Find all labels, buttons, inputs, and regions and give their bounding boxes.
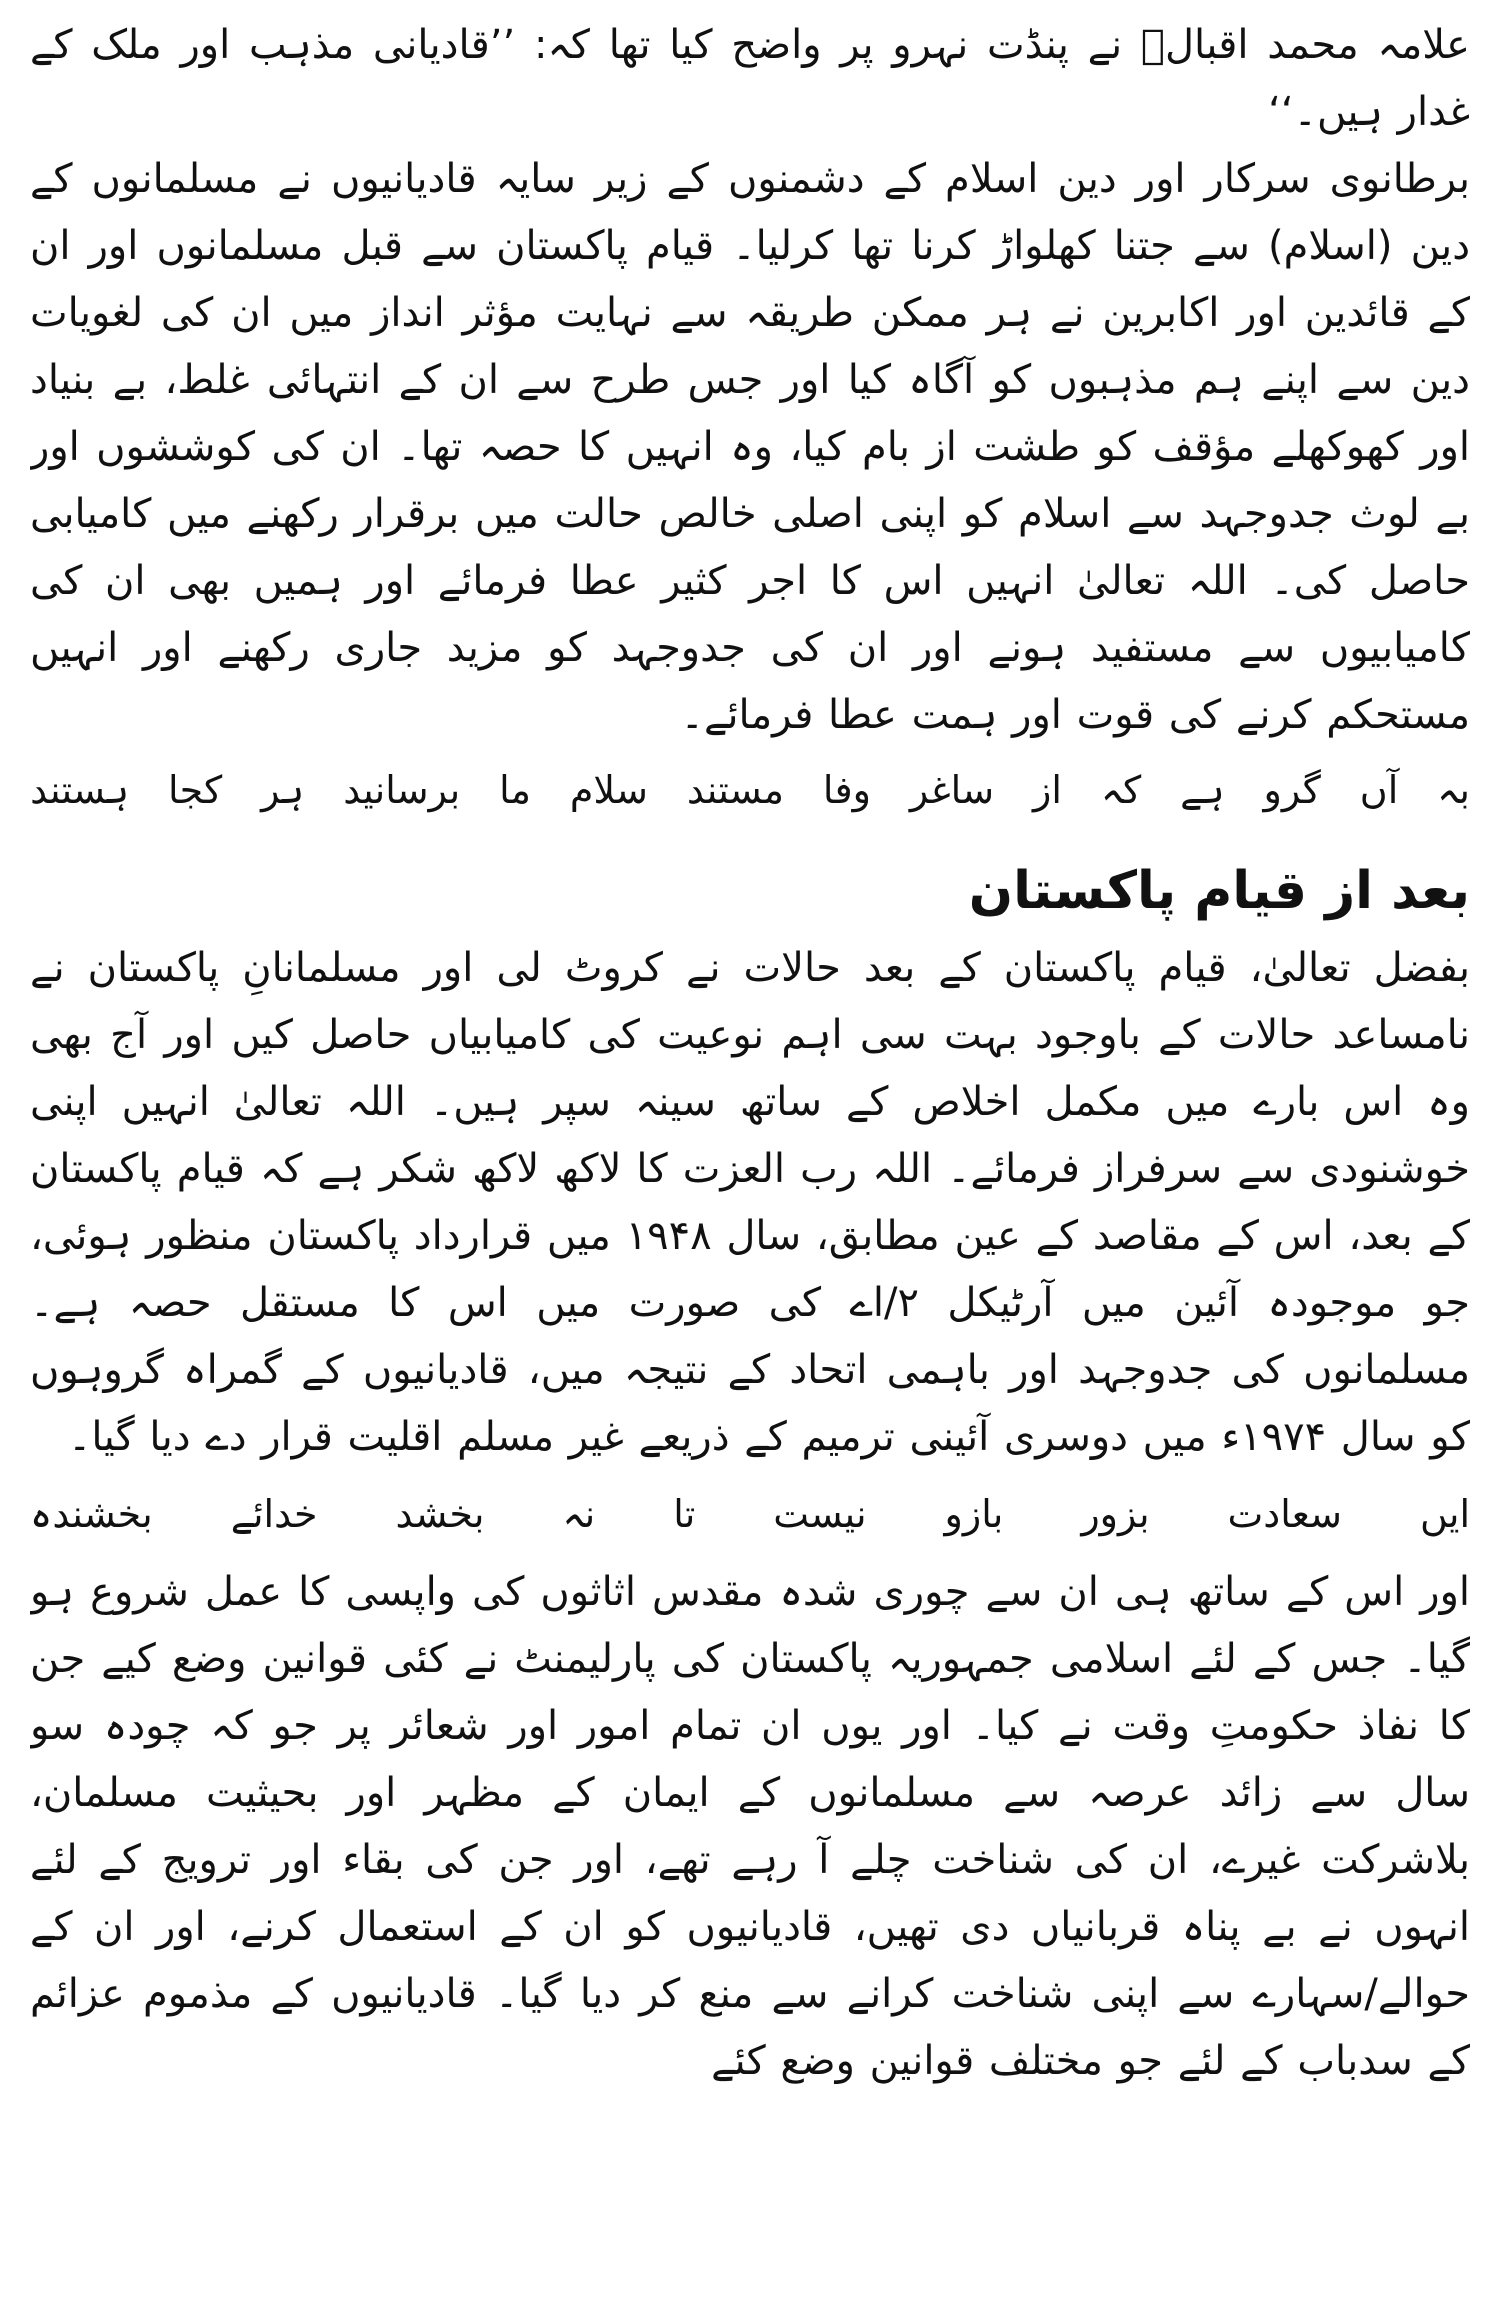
verse-word: سلام — [569, 768, 648, 812]
verse-word: بخشد — [395, 1492, 485, 1536]
verse-word: نیست — [773, 1492, 867, 1536]
verse-word: ایں — [1419, 1492, 1470, 1536]
verse-word: خدائے — [230, 1492, 318, 1536]
paragraph-post-partition: بفضل تعالیٰ، قیام پاکستان کے بعد حالات نے کروٹ لی اور مسلمانانِ پاکستان نے نامساعد حالات کے باوجود بہت سی اہم نوعیت کی کامیابیاں حاصل کیں اور آج بھی وہ اس بارے میں مکمل اخلاص کے ساتھ سینہ سپر ہیں۔ اللہ تعالیٰ انہیں اپنی خوشنودی سے سرفراز فرمائے۔ اللہ رب العزت کا لاکھ لاکھ شکر ہے کہ قیام پاکستان کے بعد، اس کے مقاصد کے عین مطابق، سال ۱۹۴۸ میں قرارداد پاکستان منظور ہوئی، جو موجودہ آئین میں آرٹیکل ۲/اے کی صورت میں اس کا مستقل حصہ ہے۔ مسلمانوں کی جدوجہد اور باہمی اتحاد کے نتیجہ میں، قادیانیوں کے گمراہ گروہوں کو سال ۱۹۷۴ء میں دوسری آئینی ترمیم کے ذریعے غیر مسلم اقلیت قرار دے دیا گیا۔ — [30, 945, 1470, 1460]
verse-word: نہ — [562, 1492, 596, 1536]
verse-word: سعادت — [1227, 1492, 1342, 1536]
section-heading: بعد از قیام پاکستان — [968, 861, 1470, 921]
verse-word: کہ — [1100, 768, 1142, 812]
verse-word: بہ — [1437, 768, 1470, 812]
verse-word: از — [1033, 768, 1062, 812]
persian-verse-1 — [30, 757, 1470, 823]
verse-word: گرو — [1263, 768, 1321, 812]
verse-word: برسانید — [343, 768, 461, 812]
verse-word: بزور — [1081, 1492, 1150, 1536]
paragraph-iqbal-quote: علامہ محمد اقبالؒ نے پنڈت نہرو پر واضح کیا تھا کہ: ’’قادیانی مذہب اور ملک کے غدار ہیں۔‘‘ — [30, 22, 1470, 135]
verse-word: بازو — [944, 1492, 1004, 1536]
verse-word: ہر — [261, 768, 305, 812]
verse-word: بخشندہ — [30, 1492, 153, 1536]
document-page — [30, 12, 1470, 2288]
verse-word: ما — [499, 768, 531, 812]
verse-word: مستند — [686, 768, 784, 812]
verse-word: وفا — [822, 768, 871, 812]
paragraph-pre-partition: برطانوی سرکار اور دین اسلام کے دشمنوں کے زیر سایہ قادیانیوں نے مسلمانوں کے دین (اسلام) سے جتنا کھلواڑ کرنا تھا کرلیا۔ قیام پاکستان سے قبل مسلمانوں اور ان کے قائدین اور اکابرین نے ہر ممکن طریقہ سے نہایت مؤثر انداز میں ان کی لغویات دین سے اپنے ہم مذہبوں کو آگاہ کیا اور جس طرح سے ان کے انتہائی غلط، بے بنیاد اور کھوکھلے مؤقف کو طشت از بام کیا، وہ انہیں کا حصہ تھا۔ ان کی کوششوں اور بے لوث جدوجہد سے اسلام کو اپنی اصلی خالص حالت میں برقرار رکھنے میں کامیابی حاصل کی۔ اللہ تعالیٰ انہیں اس کا اجر کثیر عطا فرمائے اور ہمیں بھی ان کی کامیابیوں سے مستفید ہونے اور ان کی جدوجہد کو مزید جاری رکھنے اور انہیں مستحکم کرنے کی قوت اور ہمت عطا فرمائے۔ — [30, 156, 1470, 738]
persian-verse-2 — [30, 1481, 1470, 1547]
verse-word: کجا — [168, 768, 223, 812]
verse-word: ہستند — [30, 768, 130, 812]
verse-word: ساغر — [909, 768, 995, 812]
verse-word: تا — [673, 1492, 696, 1536]
verse-word: آں — [1359, 768, 1399, 812]
verse-word: ہے — [1180, 768, 1225, 812]
paragraph-laws: اور اس کے ساتھ ہی ان سے چوری شدہ مقدس اثاثوں کی واپسی کا عمل شروع ہو گیا۔ جس کے لئے اسلامی جمہوریہ پاکستان کی پارلیمنٹ نے کئی قوانین وضع کیے جن کا نفاذ حکومتِ وقت نے کیا۔ اور یوں ان تمام امور اور شعائر پر جو کہ چودہ سو سال سے زائد عرصہ سے مسلمانوں کے ایمان کے مظہر اور بحیثیت مسلمان، بلاشرکت غیرے، ان کی شناخت چلے آ رہے تھے، اور جن کی بقاء اور ترویج کے لئے انہوں نے بے پناہ قربانیاں دی تھیں، قادیانیوں کو ان کے استعمال کرنے، اور ان کے حوالے/سہارے سے اپنی شناخت کرانے سے منع کر دیا گیا۔ قادیانیوں کے مذموم عزائم کے سدباب کے لئے جو مختلف قوانین وضع کئے — [30, 1569, 1470, 2084]
